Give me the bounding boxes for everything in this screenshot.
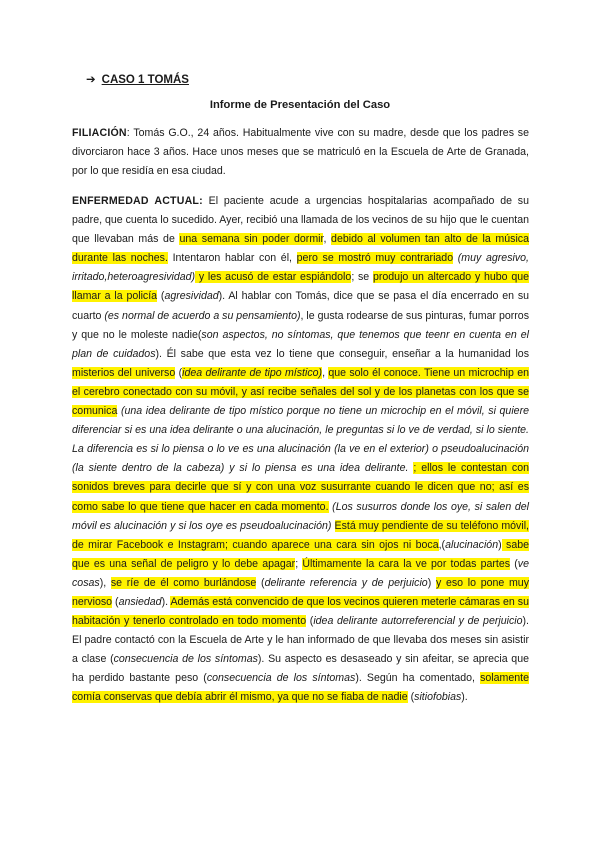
text-segment: ). Su aspecto es desaseado y sin afeitar, se aprecia que ha perdido bastante peso ( bbox=[72, 653, 529, 685]
text-segment: ). El padre contactó con la Escuela de Arte y le han informado de que llevaba dos meses sin asistir a clase ( bbox=[72, 615, 529, 666]
highlighted-text: debido al volumen tan alto de la música durante las noches. bbox=[72, 233, 529, 265]
arrow-right-icon: ➔ bbox=[86, 74, 96, 86]
highlighted-text: Además está convencido de que los vecinos quieren meterle cámaras en su habitación y tenerlo controlado en todo momento bbox=[72, 595, 529, 628]
case-title bbox=[86, 72, 189, 86]
text-segment: , bbox=[322, 366, 329, 379]
report-title: Informe de Presentación del Caso bbox=[209, 99, 391, 111]
italic-note: (una idea delirante de tipo místico porque no tiene un microchip en el móvil, si quiere diferenciar si es una idea delirante o una alucinación, le preguntas si lo ve de verdad, si lo siente. La diferencia es si lo piensa o lo ve es una alucinación (la ve en el exterior) o pseudoalucinación (la siente dentro de la cabeza) y si lo piensa es una idea delirante. bbox=[72, 405, 529, 475]
text-segment: ). Él sabe que esta vez lo tiene que conseguir, enseñar a la humanidad los bbox=[155, 347, 530, 360]
italic-note: sitiofobias bbox=[414, 691, 462, 704]
text-segment: Intentaron hablar con él, bbox=[167, 252, 297, 265]
text-segment: , bbox=[323, 233, 332, 246]
italic-note: alucinación bbox=[445, 538, 499, 551]
highlighted-text: y les acusó de estar espiándolo bbox=[195, 271, 352, 284]
highlighted-text: sabe que es una señal de peligro y lo debe apagar bbox=[72, 538, 529, 570]
text-segment: ), bbox=[99, 576, 111, 589]
highlighted-text: pero se mostró muy contrariado bbox=[296, 252, 454, 265]
text-segment: , le gusta rodearse de sus pinturas, fumar porros y que no le moleste nadie( bbox=[72, 309, 529, 341]
enfermedad-label: ENFERMEDAD ACTUAL: bbox=[72, 195, 203, 207]
italic-note: son aspectos, no síntomas, que tenemos que teenr en cuenta en el plan de cuidados bbox=[72, 328, 529, 360]
italic-note: (muy agresivo, irritado,heteroagresividad) bbox=[72, 252, 529, 284]
highlighted-text: Está muy pendiente de su teléfono móvil, de mirar Facebook e Instagram; cuando aparece una cara sin ojos ni boca bbox=[72, 519, 529, 551]
highlighted-text: solamente comía conservas que debía abrir él mismo, ya que no se fiaba de nadie bbox=[72, 672, 529, 704]
highlighted-text: produjo un altercado y hubo que llamar a la policía bbox=[72, 271, 529, 303]
highlighted-text: misterios del universo bbox=[72, 366, 176, 379]
enfermedad-paragraph bbox=[72, 192, 529, 708]
text-segment: ; bbox=[295, 557, 303, 570]
italic-note: idea delirante autorreferencial y de perjuicio bbox=[313, 615, 523, 628]
italic-note: (es normal de acuerdo a su pensamiento) bbox=[104, 309, 301, 322]
filiacion-paragraph bbox=[72, 124, 529, 181]
text-segment: ) bbox=[427, 576, 436, 589]
italic-note: delirante referencia y de perjuicio bbox=[264, 576, 428, 589]
text-segment: ( bbox=[112, 595, 119, 608]
italic-note: ve cosas bbox=[72, 557, 529, 589]
text-segment: ( bbox=[306, 615, 314, 628]
text-segment: ( bbox=[157, 290, 165, 303]
filiacion-text: : Tomás G.O., 24 años. Habitualmente vive con su madre, desde que los padres se divorciaron hace 3 años. Hace unos meses que se matriculó en la Escuela de Arte de Granada, por lo que residía en esa ciudad. bbox=[72, 127, 529, 178]
text-segment: ( bbox=[175, 366, 183, 379]
highlighted-text: idea delirante de tipo místico) bbox=[182, 366, 323, 379]
case-title-text: CASO 1 TOMÁS bbox=[101, 74, 189, 86]
italic-note: (Los susurros donde los oye, si salen del móvil es alucinación y si los oye es pseudoalucinación) bbox=[72, 500, 529, 532]
text-segment: ; se bbox=[351, 271, 373, 284]
highlighted-text: Últimamente la cara la ve por todas partes bbox=[302, 557, 511, 570]
highlighted-text: ; ellos le contestan con sonidos breves para decirle que sí y con una voz susurrante cuando le dicen que no; así es como sabe lo que tiene que hacer en cada momento. bbox=[72, 462, 529, 513]
text-segment: ( bbox=[510, 557, 518, 570]
italic-note: consecuencia de los síntomas bbox=[113, 653, 258, 666]
text-segment: ( bbox=[256, 576, 265, 589]
text-segment: El paciente acude a urgencias hospitalarias acompañado de su padre, que cuenta lo sucedido. Ayer, recibió una llamada de los vecinos de su hijo que le cuentan que llevaban más de bbox=[72, 195, 529, 246]
italic-note: ansiedad bbox=[118, 595, 162, 608]
text-segment: ,( bbox=[438, 538, 446, 551]
italic-note: agresividad bbox=[164, 290, 219, 303]
highlighted-text: que solo él conoce. Tiene un microchip en el cerebro conectado con su móvil, y así recibe señales del sol y de los planetas con los que se comunica bbox=[72, 366, 529, 418]
text-segment: ) bbox=[498, 538, 502, 551]
highlighted-text: y eso lo pone muy nervioso bbox=[72, 576, 529, 608]
highlighted-text: una semana sin poder dormir bbox=[179, 233, 324, 246]
italic-note: consecuencia de los síntomas bbox=[206, 672, 356, 685]
text-segment: ( bbox=[407, 691, 415, 704]
filiacion-label: FILIACIÓN bbox=[72, 127, 127, 139]
highlighted-text: se ríe de él como burlándose bbox=[110, 576, 257, 589]
text-segment: ). Al hablar con Tomás, dice que se pasa el día encerrado en su cuarto bbox=[72, 290, 530, 322]
text-segment: ). Según ha comentado, bbox=[355, 672, 481, 685]
text-segment: ). bbox=[161, 595, 171, 608]
text-segment: ). bbox=[461, 691, 468, 704]
